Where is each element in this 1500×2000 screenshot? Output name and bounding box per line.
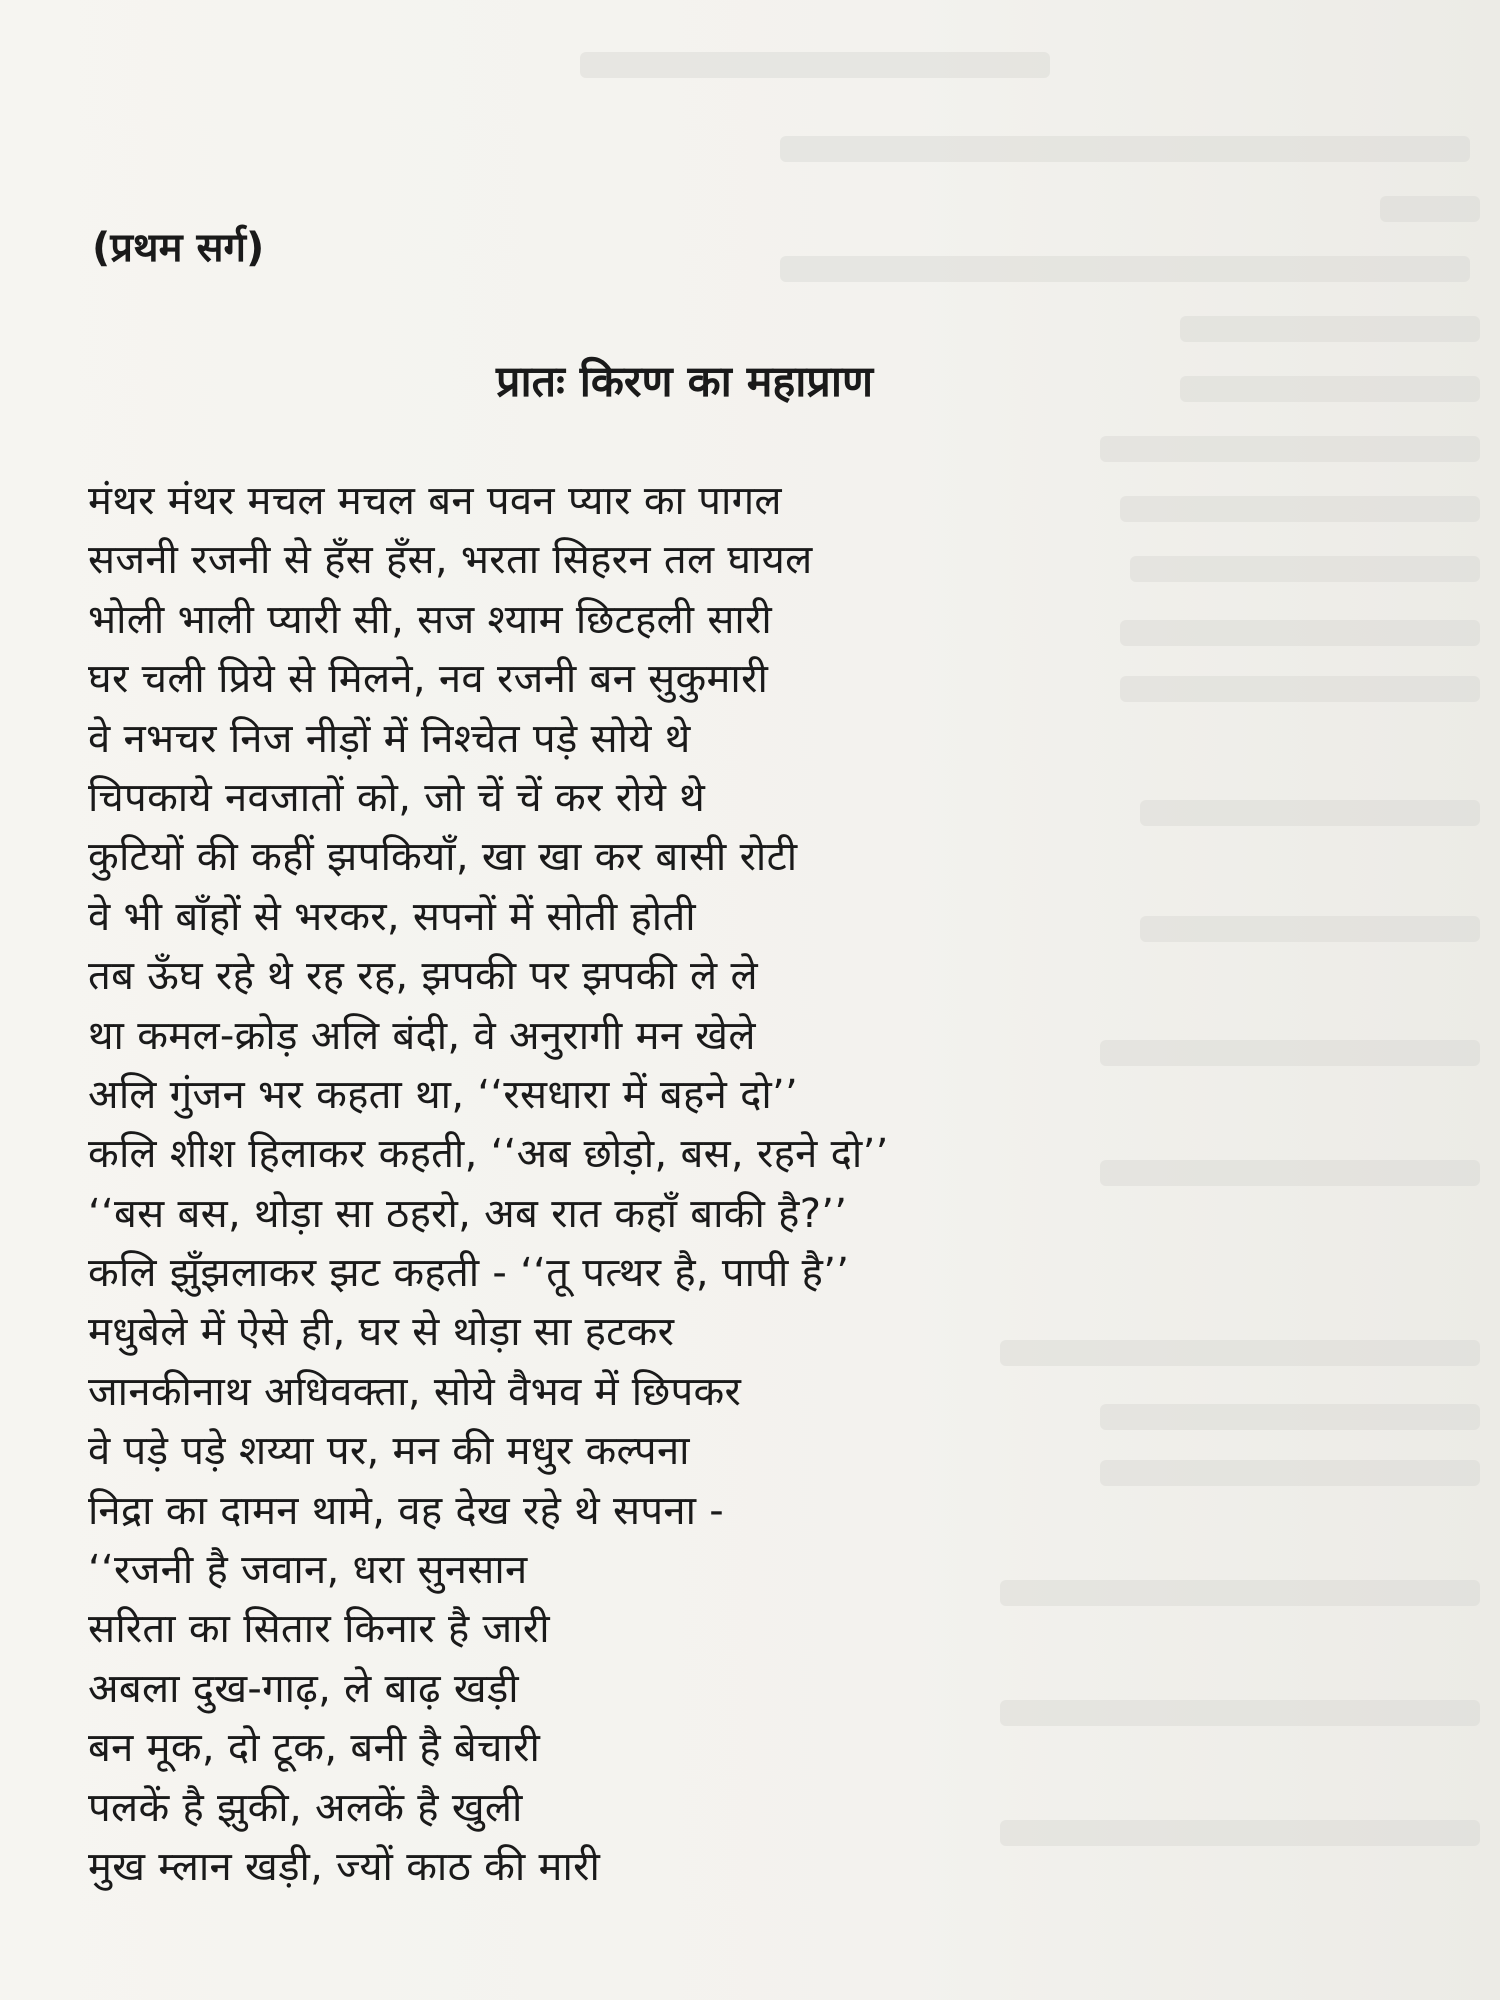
poem-line: पलकें है झुकी, अलकें है खुली xyxy=(88,1784,523,1831)
poem-line: तब ऊँघ रहे थे रह रह, झपकी पर झपकी ले ले xyxy=(88,953,758,1000)
poem-line: चिपकाये नवजातों को, जो चें चें कर रोये थे xyxy=(88,774,706,821)
poem-line: वे पड़े पड़े शय्या पर, मन की मधुर कल्पना xyxy=(88,1428,690,1475)
poem-line: सरिता का सितार किनार है जारी xyxy=(88,1606,550,1653)
poem-line: अबला दुख-गाढ़, ले बाढ़ खड़ी xyxy=(88,1665,519,1712)
poem-line: सजनी रजनी से हँस हँस, भरता सिहरन तल घायल xyxy=(88,537,813,584)
poem-line: ‘‘बस बस, थोड़ा सा ठहरो, अब रात कहाँ बाकी है?’’ xyxy=(88,1190,848,1237)
poem-line: कुटियों की कहीं झपकियाँ, खा खा कर बासी रोटी xyxy=(88,834,798,881)
poem-line: मुख म्लान खड़ी, ज्यों काठ की मारी xyxy=(88,1843,601,1890)
poem-line: ‘‘रजनी है जवान, धरा सुनसान xyxy=(88,1547,528,1594)
section-label: (प्रथम सर्ग) xyxy=(92,225,265,271)
poem-line: मंथर मंथर मचल मचल बन पवन प्यार का पागल xyxy=(88,478,782,524)
poem-line: अलि गुंजन भर कहता था, ‘‘रसधारा में बहने दो’’ xyxy=(88,1071,799,1118)
poem-line: कलि शीश हिलाकर कहती, ‘‘अब छोड़ो, बस, रहने दो’’ xyxy=(88,1131,889,1178)
poem-title: प्रातः किरण का महाप्राण xyxy=(496,357,874,407)
poem-line: वे भी बाँहों से भरकर, सपनों में सोती होती xyxy=(88,893,696,940)
poem-line: घर चली प्रिये से मिलने, नव रजनी बन सुकुमारी xyxy=(88,656,769,703)
poem-line: निद्रा का दामन थामे, वह देख रहे थे सपना - xyxy=(88,1487,725,1534)
poem-line: बन मूक, दो टूक, बनी है बेचारी xyxy=(88,1725,541,1772)
poem-line: भोली भाली प्यारी सी, सज श्याम छिटहली सारी xyxy=(88,596,773,643)
poem-line: मधुबेले में ऐसे ही, घर से थोड़ा सा हटकर xyxy=(88,1309,675,1356)
poem-line: था कमल-क्रोड़ अलि बंदी, वे अनुरागी मन खेले xyxy=(88,1012,756,1059)
poem-body xyxy=(88,472,889,1897)
poem-line: कलि झुँझलाकर झट कहती - ‘‘तू पत्थर है, पापी है’’ xyxy=(88,1250,850,1297)
poem-line: जानकीनाथ अधिवक्ता, सोये वैभव में छिपकर xyxy=(88,1368,742,1415)
poem-line: वे नभचर निज नीड़ों में निश्चेत पड़े सोये थे xyxy=(88,715,691,762)
